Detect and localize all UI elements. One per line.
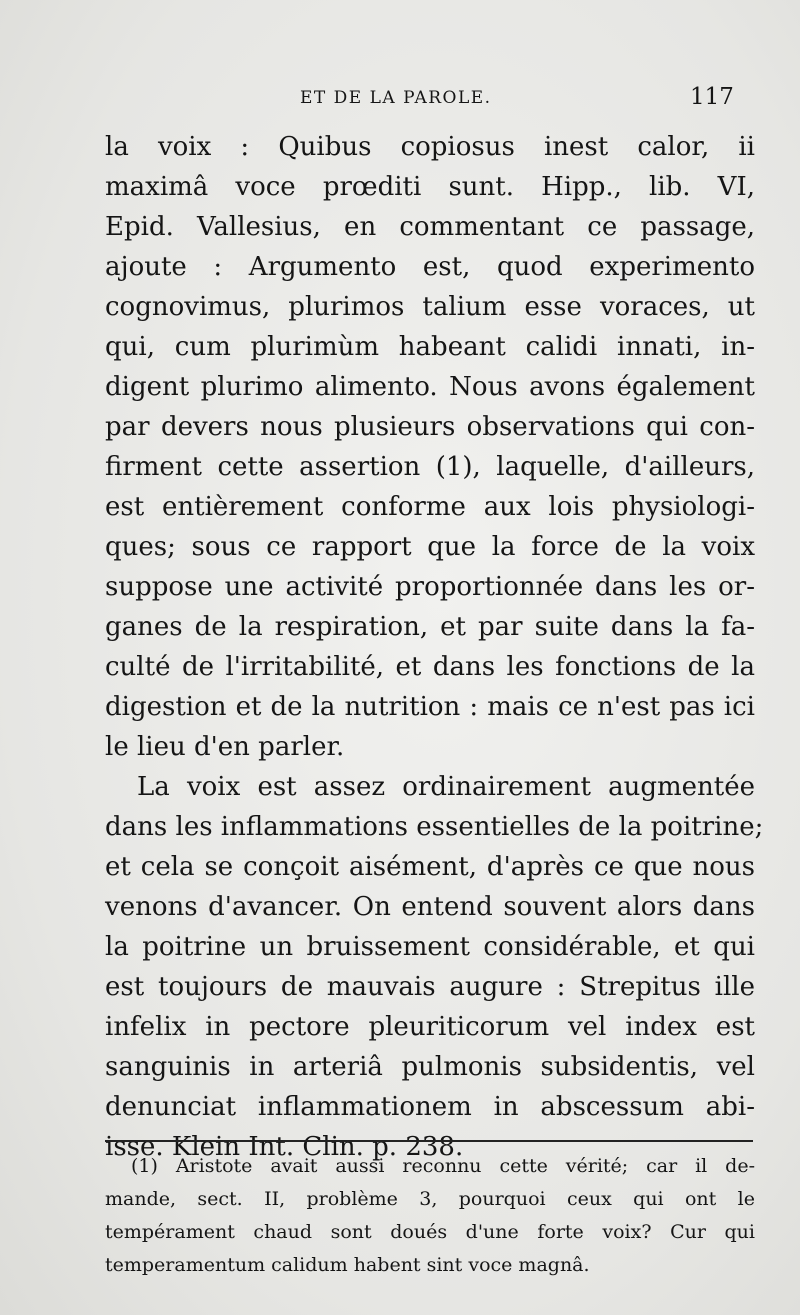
text-line: et cela se conçoit aisément, d'après ce que nous (105, 852, 755, 882)
text-line: venons d'avancer. On entend souvent alors dans (105, 892, 755, 922)
text-line: ajoute : Argumento est, quod experimento (105, 252, 755, 282)
text-line: digent plurimo alimento. Nous avons également (105, 372, 755, 402)
text-line: digestion et de la nutrition : mais ce n'est pas ici (105, 692, 755, 722)
footnote-rule (105, 1140, 753, 1142)
body-text (105, 127, 764, 1167)
text-line: est entièrement conforme aux lois physiologi- (105, 492, 755, 522)
text-line: la voix : Quibus copiosus inest calor, ii (105, 132, 755, 162)
text-line: est toujours de mauvais augure : Strepitus ille (105, 972, 755, 1002)
running-head: ET DE LA PAROLE. (300, 88, 492, 108)
text-line: dans les inflammations essentielles de la poitrine; (105, 812, 764, 842)
text-line: maximâ voce prœditi sunt. Hipp., lib. VI, (105, 172, 755, 202)
text-line: isse. Klein Int. Clin. p. 238. (105, 1132, 464, 1162)
text-line: qui, cum plurimùm habeant calidi innati, in- (105, 332, 755, 362)
text-line: denunciat inflammationem in abscessum abi- (105, 1092, 755, 1122)
page-number: 117 (690, 84, 734, 110)
text-line: ques; sous ce rapport que la force de la voix (105, 532, 755, 562)
text-line: culté de l'irritabilité, et dans les fonctions de la (105, 652, 755, 682)
footnote (105, 1150, 755, 1282)
footnote-line: temperamentum calidum habent sint voce magnâ. (105, 1254, 590, 1276)
page-header (0, 78, 800, 118)
text-line: firment cette assertion (1), laquelle, d'ailleurs, (105, 452, 755, 482)
footnote-line: mande, sect. II, problème 3, pourquoi ceux qui ont le (105, 1188, 755, 1210)
text-line: le lieu d'en parler. (105, 732, 345, 762)
footnote-line: (1) Aristote avait aussi reconnu cette vérité; car il de- (131, 1155, 755, 1177)
text-line: La voix est assez ordinairement augmentée (137, 772, 755, 802)
text-line: la poitrine un bruissement considérable, et qui (105, 932, 755, 962)
footnote-line: tempérament chaud sont doués d'une forte voix? Cur qui (105, 1221, 755, 1243)
text-line: infelix in pectore pleuriticorum vel index est (105, 1012, 755, 1042)
text-line: cognovimus, plurimos talium esse voraces, ut (105, 292, 755, 322)
text-line: par devers nous plusieurs observations qui con- (105, 412, 755, 442)
text-line: Epid. Vallesius, en commentant ce passage, (105, 212, 755, 242)
text-line: suppose une activité proportionnée dans les or- (105, 572, 755, 602)
text-line: ganes de la respiration, et par suite dans la fa- (105, 612, 755, 642)
text-line: sanguinis in arteriâ pulmonis subsidentis, vel (105, 1052, 755, 1082)
